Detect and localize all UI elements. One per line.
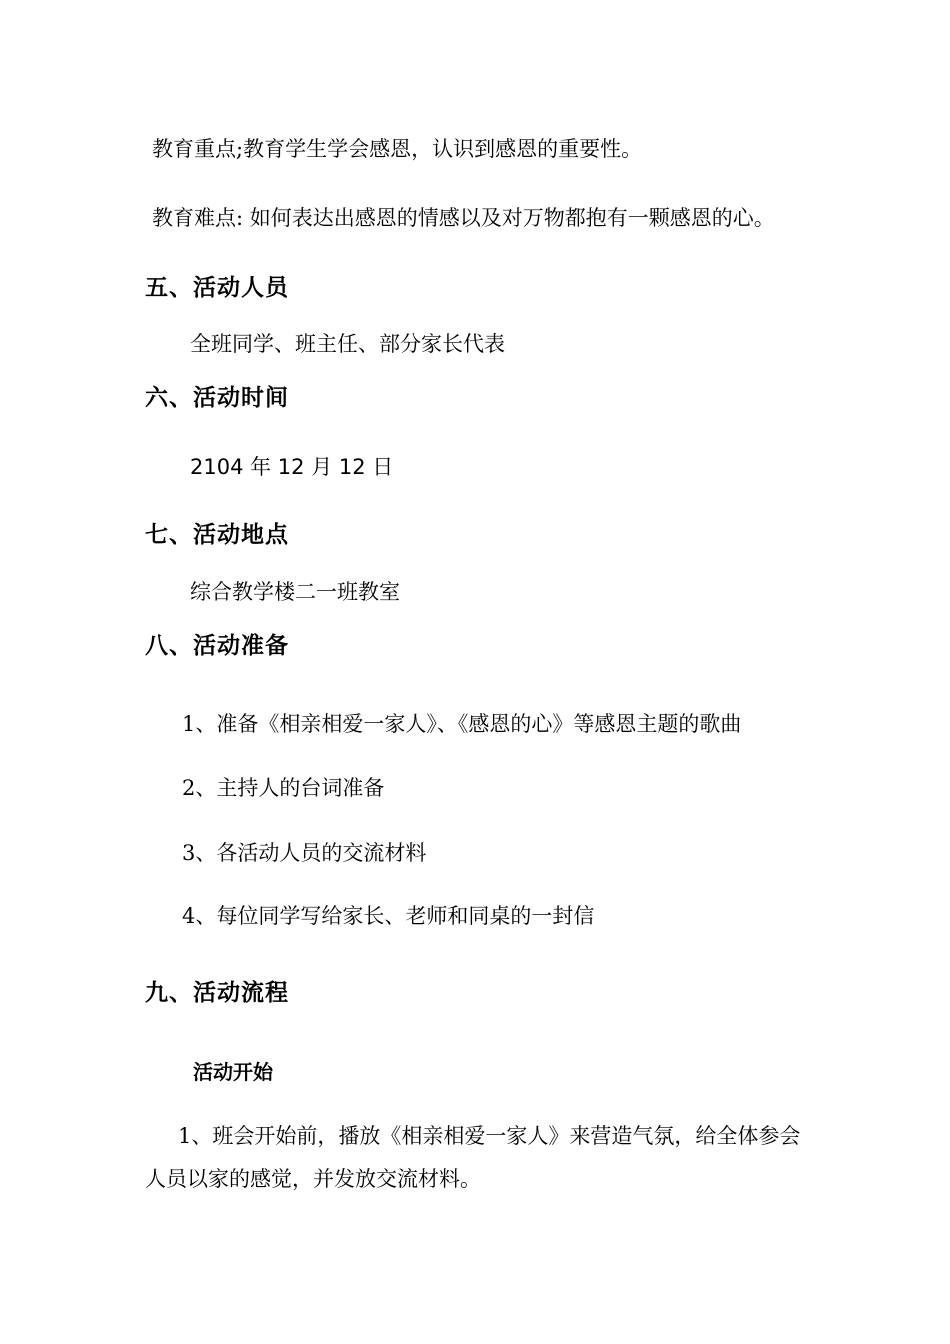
process-paragraph-line: 人员以家的感觉，并发放交流材料。: [145, 1167, 481, 1191]
location-content: 综合教学楼二一班教室: [190, 580, 400, 604]
preparation-item: 4、每位同学写给家长、老师和同桌的一封信: [182, 904, 595, 928]
participants-content: 全班同学、班主任、部分家长代表: [190, 332, 505, 356]
preparation-item: 3、各活动人员的交流材料: [182, 841, 427, 865]
education-difficulty: 教育难点: 如何表达出感恩的情感以及对万物都抱有一颗感恩的心。: [152, 206, 775, 230]
time-content: 2104 年 12 月 12 日: [190, 455, 394, 479]
education-focus: 教育重点;教育学生学会感恩，认识到感恩的重要性。: [152, 137, 643, 161]
section-heading-participants: 五、活动人员: [145, 275, 289, 301]
preparation-item: 2、主持人的台词准备: [182, 776, 385, 800]
process-subheading: 活动开始: [193, 1060, 273, 1084]
section-heading-time: 六、活动时间: [145, 385, 289, 411]
process-paragraph-line: 1、班会开始前，播放《相亲相爱一家人》来营造气氛，给全体参会: [178, 1124, 801, 1148]
section-heading-preparation: 八、活动准备: [145, 633, 289, 659]
preparation-item: 1、准备《相亲相爱一家人》、《感恩的心》等感恩主题的歌曲: [182, 712, 742, 736]
section-heading-location: 七、活动地点: [145, 522, 289, 548]
section-heading-process: 九、活动流程: [145, 980, 289, 1006]
